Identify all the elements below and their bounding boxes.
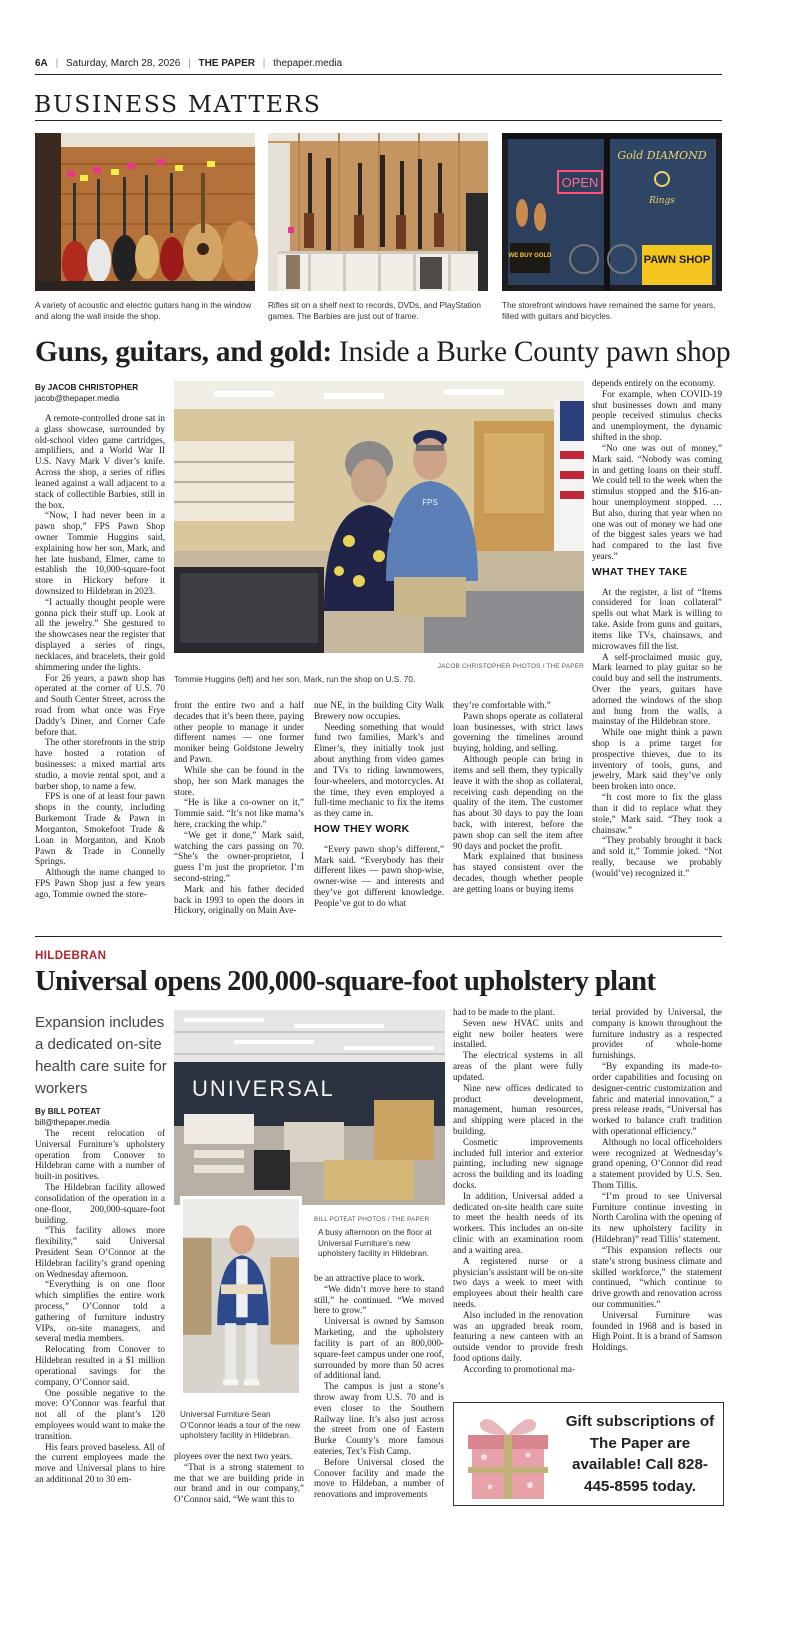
story1-paragraph: Needing something that would fund two families, Mark’s and Elmer’s, they initially took just about anything from video games and TVs to riding lawnmowers, four-wheelers, and motorcycles. At the time, they even employed a full-time mechanic to fix the items as they came in. [314, 721, 444, 819]
story2-deck: Expansion includes a dedicated on-site health care suite for workers [35, 1014, 167, 1097]
story1-paragraph: Although people can bring in items and sell them, they typically leave it with the shop as collateral, receiving cash depending on the quality of the item. The customer has about 30 days to pay the loan back, with interest, before the pawn shop can sell the item after 90 days and pocket the profit. [453, 754, 583, 851]
story2-paragraph: Also included in the renovation was an upgraded break room, featuring a new canteen with an outside vendor to provide fresh food options daily. [453, 1309, 583, 1363]
story2-paragraph: “This facility allows more flexibility,” said Universal President Sean O’Connor at the Hildebran facility’s grand opening on Wednesday afternoon. [35, 1225, 165, 1279]
gift-box-icon [458, 1407, 558, 1503]
story1-paragraph: While she can be found in the shop, her son Mark manages the store. [174, 764, 304, 797]
cap-logo: FPS [422, 498, 438, 507]
story2-paragraph: His fears proved baseless. All of the current employees made the move and Universal plans to hire an additional 20 to 30 em- [35, 1441, 165, 1484]
story2-paragraph: One possible negative to the move: O’Connor was fearful that not all of the plant’s 120 employees would want to make the transition. [35, 1387, 165, 1441]
story2-email[interactable]: bill@thepaper.media [35, 1118, 110, 1127]
story2-paragraph: “By expanding its made-to-order capabilities and focusing on designer-centric customization and fabric and material innovation,” a press release reads, “Universal has worked to balance craft tradition with operational efficiency.” [592, 1061, 722, 1136]
story2-paragraph: Although no local officeholders were recognized at Wednesday’s grand opening, O’Connor did read a statement provided by U.S. Sen. Thom Tillis. [592, 1136, 722, 1190]
story2-inset-caption: Universal Furniture Sean O’Connor leads a tour of the new upholstery facility in Hildebran. [180, 1410, 301, 1441]
story2-paragraph: Universal is owned by Samson Marketing, and the upholstery facility is part of an 800,000-square-feet campus under one roof, surrounded by more than 50 acres of additional land. [314, 1316, 444, 1381]
subscription-ad-text: Gift subscriptions of The Paper are available! Call 828-445-8595 today. [565, 1413, 715, 1495]
story2-paragraph: Seven new HVAC units and eight new boiler heaters were installed. [453, 1017, 583, 1050]
what-they-take-subhead: WHAT THEY TAKE [592, 566, 688, 578]
upholstery-plant-photo [174, 1010, 445, 1205]
section-rule [35, 120, 722, 121]
story1-paragraph: “We get it done,” Mark said, watching the cars passing on 70. “She’s the owner-proprietor, I guess I’m just the proprietor. I’m second-string.” [174, 829, 304, 883]
story1-paragraph: A remote-controlled drone sat in a glass showcase, surrounded by old-school video game cartridges, amplifiers, and a World War II U.S. Navy Mark V diver’s knife. Across the shop, a series of rifles leaned against a wall adjacent to a stack of collectible Barbies, still in the box. [35, 413, 165, 510]
guitars-photo [35, 133, 255, 291]
site-url[interactable]: thepaper.media [273, 58, 343, 69]
rifles-photo [268, 133, 488, 291]
story1-headline-rest: Inside a Burke County pawn shop [331, 336, 731, 368]
story1-paragraph: Although the name changed to FPS Pawn Shop just a few years ago, Tommie owned the store- [35, 867, 165, 899]
photo-caption-storefront: The storefront windows have remained the same for years, filled with guitars and bicycles. [502, 301, 716, 321]
story1-paragraph: “No one was out of money,” Mark said. “Nobody was coming in and getting loans on their stuff. We could tell to the week when the stimulus stopped and the $16-an-hour unemployment stopped. … But also, during that year when no one was out of money we had one of the biggest sales years we had had compared to the last five years.” [592, 442, 722, 561]
photo-caption-rifles: Rifles sit on a shelf next to records, DVDs, and PlayStation games. The Barbies are just out of frame. [268, 301, 481, 321]
pawn-shop-main-photo [174, 381, 584, 653]
we-buy-gold-sign: WE BUY GOLD [508, 253, 552, 259]
story2-col2 [174, 1451, 304, 1536]
rings-sign: Rings [649, 196, 675, 206]
pawn-shop-banner: PAWN SHOP [643, 254, 711, 266]
story2-byline: By BILL POTEAT [35, 1107, 101, 1116]
story1-paragraph: “They probably brought it back and sold it,” Tommie joked. “Not really, because we probably (would’ve) recognized it.” [592, 835, 722, 878]
story2-paragraph: “I’m proud to see Universal Furniture continue investing in North Carolina with the opening of its new upholstery facility in (Hildebran)” read Tillis’ statement. [592, 1190, 722, 1245]
oconnor-inset-photo [180, 1196, 302, 1396]
story2-paragraph: had to be made to the plant. [453, 1007, 555, 1017]
story1-paragraph: they’re comfortable with.” [453, 700, 551, 710]
gold-diamond-sign: Gold DIAMOND [617, 149, 707, 162]
subscription-ad[interactable] [453, 1402, 724, 1506]
story1-photo-caption: Tommie Huggins (left) and her son, Mark, run the shop on U.S. 70. [174, 675, 416, 684]
story1-col5 [592, 378, 722, 878]
story2-col3 [314, 1273, 444, 1536]
story2-photo-credit: BILL POTEAT PHOTOS / THE PAPER [314, 1216, 430, 1223]
masthead: 6A | Saturday, March 28, 2026 | THE PAPER | thepaper.media [35, 58, 343, 69]
story2-paragraph: Relocating from Conover to Hildebran resulted in a $1 million operational savings for the company, O’Connor said. [35, 1344, 165, 1387]
masthead-rule [35, 74, 722, 75]
story1-col2 [174, 700, 304, 916]
story2-paragraph: “We didn’t move here to stand still,” he continued. “We moved here to grow.” [314, 1283, 444, 1316]
story2-paragraph: “Everything is on one floor which simplifies the entire work process,” O’Connor told a gathering of furniture industry VIPs, on-site managers, and several media members. [35, 1279, 165, 1344]
story1-paragraph: “He is like a co-owner on it,” Tommie said. “It’s not like mama’s here, cracking the whip.” [174, 797, 304, 829]
story1-paragraph: While one might think a pawn shop is a prime target for prospective thieves, due to its inventory of tools, guns, and jewelry, Mark said they’ve only been broken into once. [592, 727, 722, 792]
storefront-photo [502, 133, 722, 291]
story1-paragraph: For 26 years, a pawn shop has operated at the corner of U.S. 70 and South Center Street, across the road from what once was Frye Daddy’s Diner, and Corner Cafe before that. [35, 672, 165, 737]
story2-paragraph: The Hildebran facility allowed consolidation of the operation in a one-floor, 200,000-square-foot building. [35, 1182, 165, 1225]
story2-col4 [453, 1007, 583, 1385]
issue-date: Saturday, March 28, 2026 [65, 58, 181, 69]
story2-paragraph: Universal Furniture was founded in 1968 and is based in High Point. It is a brand of Samson Holdings. [592, 1309, 722, 1353]
story1-paragraph: “I actually thought people were gonna pick their stuff up. Look at all the jewelry.” She gestured to the showcases near the register that displayed a series of rings, necklaces, and bracelets, their gold shimmering under the lights. [35, 596, 165, 672]
story1-paragraph: nue NE, in the building City Walk Brewery now occupies. [314, 700, 444, 721]
story1-col3 [314, 700, 444, 908]
story2-headline: Universal opens 200,000-square-foot upholstery plant [35, 966, 656, 997]
story2-col5 [592, 1007, 722, 1385]
story2-paragraph: be an attractive place to work. [314, 1273, 425, 1283]
story1-paragraph: A self-proclaimed music guy, Mark learned to play guitar so he could buy and sell the instruments. Over the years, guitars have adorned the windows of the shop and hung from the walls, a mainstay of the Hildebran store. [592, 651, 722, 727]
story1-headline-bold: Guns, guitars, and gold: [35, 336, 332, 368]
story1-paragraph: Mark explained that business has stayed consistent over the decades, though whether people are getting loans or buying items [453, 851, 583, 894]
story2-paragraph: The campus is just a stone’s throw away from U.S. 70 and is even closer to the Southern Railway line. It’s also just across the street from one of Eastern Burke County’s more famous eateries, Tex’s Fish Camp. [314, 1381, 444, 1456]
story2-col1 [35, 1106, 165, 1536]
story1-paragraph: “Every pawn shop’s different,” Mark said. “Everybody has their different likes — pawn shop-wise, owner-wise — and interests and they’ve got different knowledge. People’ve got to do what [314, 843, 444, 908]
story1-paragraph: front the entire two and a half decades that it’s been there, paying other people to manage it under different names — one former moniker being Goldstone Jewelry and Pawn. [174, 700, 304, 765]
story1-paragraph: “Now, I had never been in a pawn shop,” FPS Pawn Shop owner Tommie Huggins said, explaining how her son, Mark, and her late husband, Elmer, came to establish the 10,000-square-foot store in Hickory before it downsized to Hildebran in 2023. [35, 510, 165, 596]
story1-paragraph: For example, when COVID-19 shut businesses down and many people received stimulus checks and unemployment, the dynamic shifted in the shop. [592, 388, 722, 443]
story2-photo-caption: A busy afternoon on the floor at Universal Furniture’s new upholstery facility in Hildebran. [318, 1228, 432, 1259]
story2-paragraph: In addition, Universal added a dedicated on-site health care suite to meet the health needs of its workers. This includes an on-site clinic with an examination room and a waiting area. [453, 1190, 583, 1255]
story2-paragraph: The recent relocation of Universal Furniture’s upholstery operation from Conover to Hildebran came with a number of built-in positives. [35, 1128, 165, 1182]
story1-paragraph: Mark and his father decided back in 1993 to open the doors in Hickory, originally on Main Ave- [174, 883, 304, 916]
story1-email[interactable]: jacob@thepaper.media [35, 394, 120, 403]
story2-paragraph: A registered nurse or a physician’s assistant will be on-site two days a week to meet with employees about their health care needs. [453, 1255, 583, 1309]
story1-col1-body [35, 413, 165, 899]
photo-caption-guitars: A variety of acoustic and electric guitars hang in the window and along the wall inside the shop. [35, 301, 252, 321]
story-divider [35, 936, 722, 937]
story1-paragraph: The other storefronts in the strip have hosted a rotation of businesses: a mixed martial arts studio, a movie rental spot, and a barber shop, to name a few. [35, 737, 165, 791]
story1-paragraph: Pawn shops operate as collateral loan businesses, with strict laws governing the timelines around buying, holding, and selling. [453, 710, 583, 754]
how-they-work-subhead: HOW THEY WORK [314, 823, 410, 835]
story1-byline: By JACOB CHRISTOPHER [35, 383, 139, 392]
story2-paragraph: Nine new offices dedicated to product development, management, human resources, and shipping were placed in the building. [453, 1082, 583, 1136]
story1-paragraph: “It cost more to fix the glass than it did to replace what they stole,” Mark said. “They took a chainsaw.” [592, 792, 722, 835]
story1-headline [35, 336, 730, 369]
page-number: 6A [35, 58, 48, 69]
story2-paragraph: The electrical systems in all areas of the plant were fully updated. [453, 1050, 583, 1082]
story2-paragraph: Before Universal closed the Conover facility and made the move to Hildeban, a number of renovations and improvements [314, 1456, 444, 1500]
paper-name: THE PAPER [198, 58, 255, 69]
story1-photo-credit: JACOB CHRISTOPHER PHOTOS / THE PAPER [437, 663, 584, 670]
story2-paragraph: terial provided by Universal, the company is known throughout the furniture industry as a respected provider of whole-home furnishings. [592, 1007, 722, 1061]
story2-paragraph: Cosmetic improvements included full interior and exterior painting, including new signage across the building and its loading docks. [453, 1136, 583, 1190]
story1-paragraph: At the register, a list of “Items considered for loan collateral” spells out what Mark is willing to take. Aside from guns and guitars, items like TVs, chainsaws, and microwaves fill the list. [592, 586, 722, 651]
story2-paragraph: “This expansion reflects our state’s strong business climate and skilled workforce,” the statement continued, “which continue to drive growth and renovation across our communities.” [592, 1244, 722, 1309]
story1-col4 [453, 700, 583, 894]
story1-paragraph: FPS is one of at least four pawn shops in the county, including Burkemont Trade & Pawn in Morganton, Smokefoot Trade & Loan in Morganton, and Knob Pawn & Trade in Connelly Springs. [35, 791, 165, 867]
universal-wall-sign: UNIVERSAL [192, 1076, 335, 1101]
story2-kicker: HILDEBRAN [35, 950, 107, 962]
story2-paragraph: ployees over the next two years. [174, 1451, 293, 1461]
story1-paragraph: depends entirely on the economy. [592, 378, 716, 388]
story2-paragraph: According to promotional ma- [463, 1363, 576, 1374]
open-sign: OPEN [561, 175, 599, 190]
section-title: BUSINESS MATTERS [34, 90, 322, 118]
story2-paragraph: “That is a strong statement to me that we are building pride in our brand and in our company,” O’Connor said. “We want this to [174, 1461, 304, 1505]
